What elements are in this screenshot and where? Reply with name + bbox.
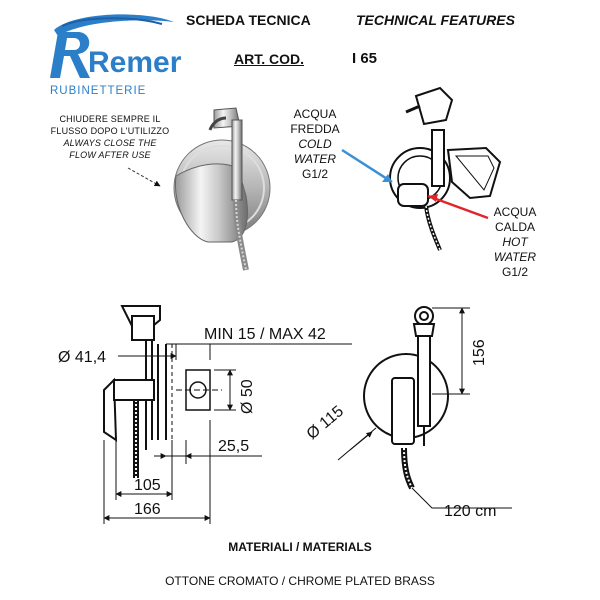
- dim-25-5: 25,5: [218, 438, 250, 455]
- cold-water-en-1: COLD: [298, 137, 332, 151]
- dim-diameter-50: Ø 50: [239, 379, 256, 414]
- dim-diameter-flange: Ø 41,4: [58, 349, 107, 366]
- art-code-value: I 65: [352, 50, 378, 67]
- assembly-drawing: [342, 88, 500, 250]
- cold-water-size: G1/2: [301, 167, 328, 181]
- dim-166: 166: [134, 501, 161, 518]
- dim-156: 156: [471, 339, 488, 366]
- hot-water-it-2: CALDA: [494, 220, 535, 234]
- note-line-4: FLOW AFTER USE: [69, 150, 151, 160]
- hot-water-label: [478, 205, 552, 280]
- dim-min-max: MIN 15 / MAX 42: [204, 326, 326, 343]
- dim-diameter-115: Ø 115: [303, 402, 348, 444]
- note-line-3: ALWAYS CLOSE THE: [63, 138, 157, 148]
- note-line-1: CHIUDERE SEMPRE IL: [59, 114, 161, 124]
- dim-105: 105: [134, 477, 161, 494]
- brand-subtitle: RUBINETTERIE: [50, 85, 147, 97]
- note-arrow: [128, 168, 160, 186]
- dim-hose-length: 120 cm: [444, 503, 497, 520]
- materials-value: OTTONE CROMATO / CHROME PLATED BRASS: [165, 574, 435, 588]
- cold-water-en-2: WATER: [293, 152, 337, 166]
- cold-water-it-2: FREDDA: [290, 122, 340, 136]
- art-code-label: ART. COD.: [234, 51, 304, 67]
- materials-title: MATERIALI / MATERIALS: [228, 540, 372, 554]
- hot-water-size: G1/2: [501, 265, 528, 279]
- product-photo: [174, 108, 270, 270]
- note-line-2: FLUSSO DOPO L'UTILIZZO: [50, 126, 170, 136]
- hot-water-en-1: HOT: [502, 235, 528, 249]
- title-english: TECHNICAL FEATURES: [356, 12, 515, 28]
- front-view: [364, 307, 448, 488]
- cold-water-it-1: ACQUA: [293, 107, 337, 121]
- hot-water-en-2: WATER: [493, 250, 537, 264]
- cold-water-label: [286, 107, 344, 182]
- title-italian: SCHEDA TECNICA: [186, 12, 311, 28]
- hot-water-it-1: ACQUA: [493, 205, 537, 219]
- brand-name: Remer: [88, 46, 182, 79]
